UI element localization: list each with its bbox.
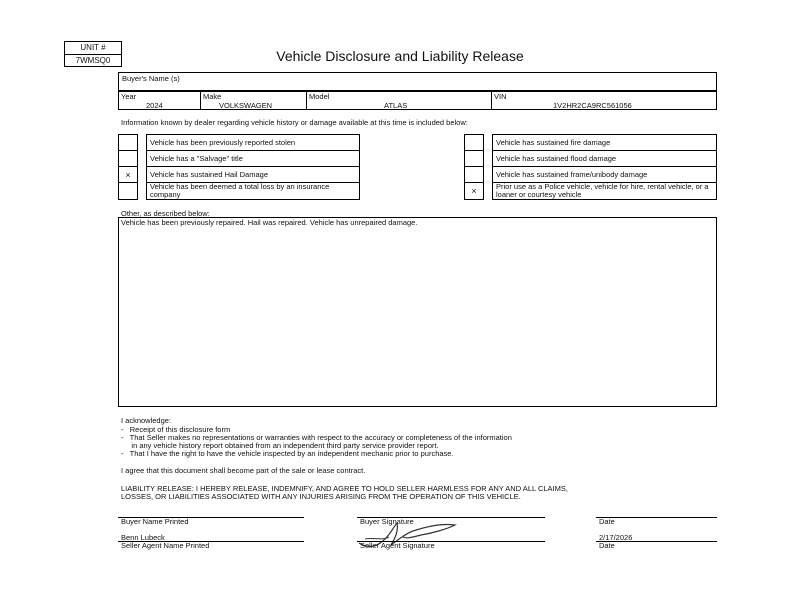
buyer-signature-label: Buyer Signature (360, 517, 414, 526)
other-label: Other, as described below: (121, 209, 210, 218)
date-label: Date (599, 541, 615, 550)
buyer-name-label: Buyer's Name (s) (122, 74, 180, 83)
divider (200, 91, 201, 110)
liability-line: LIABILITY RELEASE: I HEREBY RELEASE, INDEMNIFY, AND AGREE TO HOLD SELLER HARMLESS FOR ANY AND ALL CLAIMS, (121, 484, 568, 493)
item-hail: Vehicle has sustained Hail Damage (146, 166, 360, 183)
agree-text: I agree that this document shall become part of the sale or lease contract. (121, 466, 366, 475)
seller-agent-name-label: Seller Agent Name Printed (121, 541, 210, 550)
checkbox-hail[interactable]: × (118, 166, 138, 183)
liability-line: LOSSES, OR LIABILITIES ASSOCIATED WITH ANY INJURIES ARISING FROM THE OPERATION OF THIS VEHICLE. (121, 492, 521, 501)
acknowledge-item: - Receipt of this disclosure form (121, 425, 231, 434)
year-label: Year (121, 92, 137, 101)
model-value: ATLAS (384, 101, 408, 110)
checkbox-fire[interactable] (464, 134, 484, 151)
vin-value: 1V2HR2CA9RC561056 (553, 101, 632, 110)
item-fire: Vehicle has sustained fire damage (492, 134, 717, 151)
checkbox-prior-use[interactable]: × (464, 182, 484, 200)
make-label: Make (203, 92, 222, 101)
divider (306, 91, 307, 110)
checkbox-stolen[interactable] (118, 134, 138, 151)
info-intro: Information known by dealer regarding vehicle history or damage available at this time is included below: (121, 118, 468, 127)
sign-date-value: 2/17/2026 (599, 533, 633, 542)
year-value: 2024 (146, 101, 163, 110)
make-value: VOLKSWAGEN (219, 101, 273, 110)
checkbox-salvage[interactable] (118, 150, 138, 167)
acknowledge-item: - That I have the right to have the vehicle inspected by an independent mechanic prior to purchase. (121, 449, 454, 458)
unit-value: 7WMSQ0 (65, 54, 121, 67)
item-frame: Vehicle has sustained frame/unibody damage (492, 166, 717, 183)
agent-name-value: Benn Lubeck (121, 533, 165, 542)
acknowledge-item: in any vehicle history report obtained from an independent third party service provider report. (121, 441, 439, 450)
seller-agent-signature-label: Seller Agent Signature (360, 541, 435, 550)
checkbox-total-loss[interactable] (118, 182, 138, 200)
document-title: Vehicle Disclosure and Liability Release (276, 48, 524, 64)
divider (491, 91, 492, 110)
checkbox-flood[interactable] (464, 150, 484, 167)
other-textarea[interactable] (118, 217, 717, 407)
model-label: Model (309, 92, 330, 101)
buyer-name-printed-label: Buyer Name Printed (121, 517, 189, 526)
item-flood: Vehicle has sustained flood damage (492, 150, 717, 167)
checkbox-frame[interactable] (464, 166, 484, 183)
vin-label: VIN (494, 92, 507, 101)
item-prior-use: Prior use as a Police vehicle, vehicle for hire, rental vehicle, or a loaner or courtesy vehicle (492, 182, 717, 200)
item-stolen: Vehicle has been previously reported stolen (146, 134, 360, 151)
buyer-name-field[interactable] (118, 72, 717, 91)
other-text: Vehicle has been previously repaired. Hail was repaired. Vehicle has unrepaired damage. (121, 218, 418, 227)
acknowledge-heading: I acknowledge: (121, 416, 172, 425)
item-salvage: Vehicle has a "Salvage" title (146, 150, 360, 167)
date-label: Date (599, 517, 615, 526)
item-total-loss: Vehicle has been deemed a total loss by an insurance company (146, 182, 360, 200)
unit-label: UNIT # (80, 43, 106, 52)
acknowledge-item: - That Seller makes no representations or warranties with respect to the accuracy or completeness of the information (121, 433, 512, 442)
